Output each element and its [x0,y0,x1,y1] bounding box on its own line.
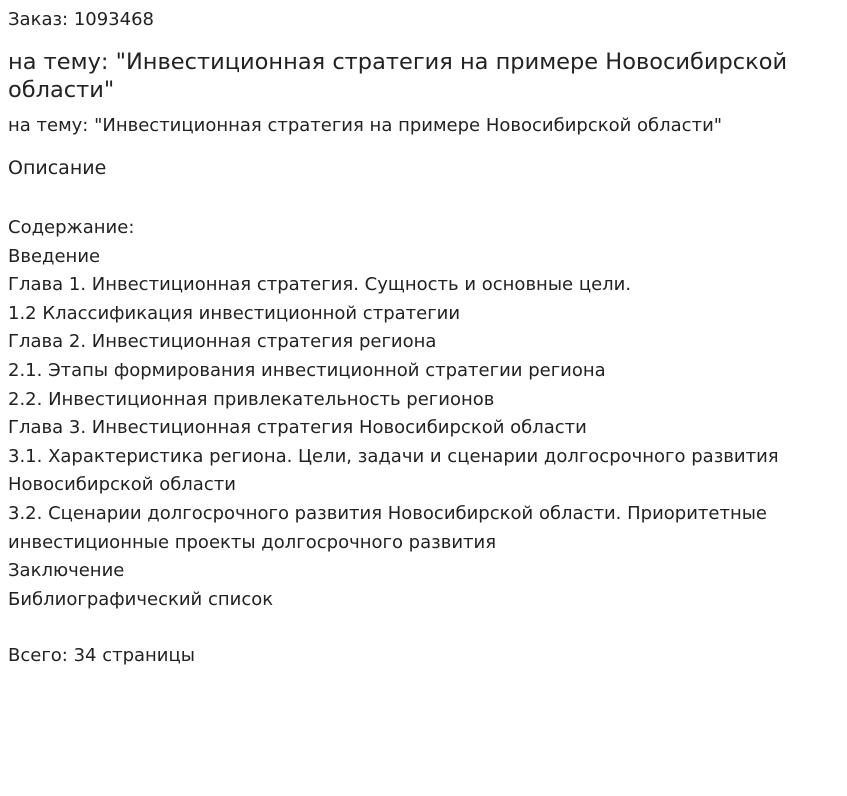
contents-item: Библиографический список [8,588,274,610]
contents-heading: Содержание: [8,217,135,238]
page-subtitle: на тему: "Инвестиционная стратегия на примере Новосибирской области" [8,115,723,136]
contents-item: 2.1. Этапы формирования инвестиционной стратегии региона [8,359,606,381]
description-heading: Описание [8,157,107,179]
page-title: на тему: "Инвестиционная стратегия на примере Новосибирской области" [8,49,788,103]
total-pages: Всего: 34 страницы [8,645,195,667]
contents-item: 3.1. Характеристика региона. Цели, задачи и сценарии долгосрочного развития Новосибирской области [8,445,779,496]
contents-item: Глава 3. Инвестиционная стратегия Новосибирской области [8,417,587,439]
contents-item: 2.2. Инвестиционная привлекательность регионов [8,388,495,410]
contents-item: 3.2. Сценарии долгосрочного развития Новосибирской области. Приоритетные инвестиционные проекты долгосрочного развития [8,502,768,553]
contents-item: Введение [8,245,101,267]
contents-item: Глава 2. Инвестиционная стратегия региона [8,331,437,353]
table-of-contents [8,214,839,614]
contents-item: Заключение [8,560,125,582]
order-number: Заказ: 1093468 [8,9,154,30]
contents-item: Глава 1. Инвестиционная стратегия. Сущность и основные цели. [8,274,632,296]
contents-item: 1.2 Классификация инвестиционной стратегии [8,302,461,324]
